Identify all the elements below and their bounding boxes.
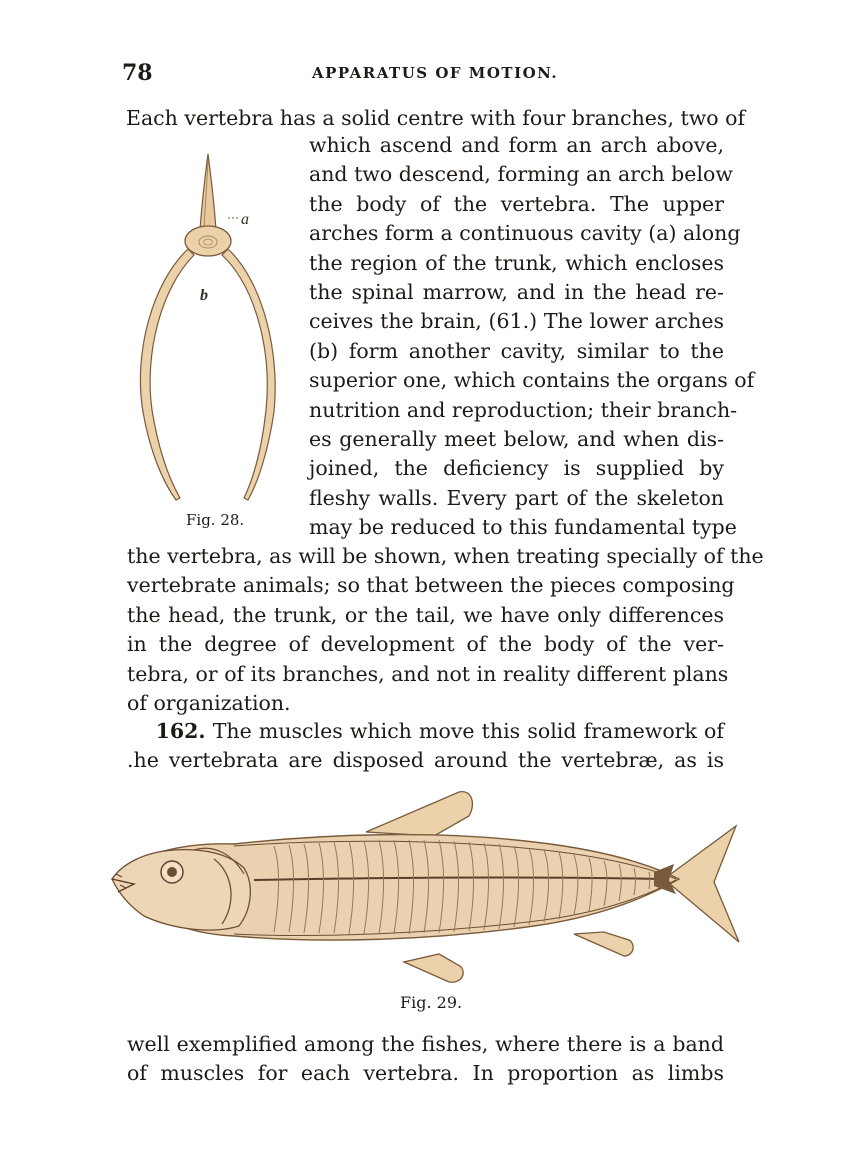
text-line: the spinal marrow, and in the head re- xyxy=(309,280,724,305)
vertebra-label-a: a xyxy=(241,211,249,228)
figure-caption: Fig. 29. xyxy=(400,993,463,1012)
fish-skeleton-figure xyxy=(104,784,744,989)
text-line: of muscles for each vertebra. In proportion as limbs xyxy=(127,1061,724,1086)
paragraph-162 xyxy=(127,717,724,776)
text-line: joined, the deficiency is supplied by xyxy=(309,456,724,481)
text-line: ceives the brain, (61.) The lower arches xyxy=(309,309,724,334)
text-line: tebra, or of its branches, and not in reality different plans xyxy=(127,661,729,686)
text-line: es generally meet below, and when dis- xyxy=(309,427,724,452)
text-line: the body of the vertebra. The upper xyxy=(309,191,724,216)
running-head: APPARATUS OF MOTION. xyxy=(312,64,559,82)
text-block xyxy=(127,1030,724,1089)
vertebra-label-b: b xyxy=(200,287,208,304)
text-line: well exemplified among the fishes, where there is a band xyxy=(127,1032,724,1056)
text-line xyxy=(127,717,724,746)
text-line: the vertebra, as will be shown, when treating specially of the xyxy=(127,544,764,568)
text-line: vertebrate animals; so that between the pieces composing xyxy=(127,573,735,598)
page-header xyxy=(122,60,722,90)
text-fragment: The muscles which move this solid framework of xyxy=(205,719,724,743)
text-line: nutrition and reproduction; their branch- xyxy=(309,397,738,422)
figure-caption: Fig. 28. xyxy=(186,511,245,529)
text-line: may be reduced to this fundamental type xyxy=(309,515,737,540)
text-line: in the degree of development of the body of the ver- xyxy=(127,632,724,657)
text-line: which ascend and form an arch above, xyxy=(309,133,724,157)
vertebra-figure xyxy=(128,152,298,512)
text-line: superior one, which contains the organs of xyxy=(309,368,755,393)
text-line: and two descend, forming an arch below xyxy=(309,162,733,187)
text-line: of organization. xyxy=(127,691,291,716)
paragraph-number: 162. xyxy=(155,719,206,743)
text-wrap-block xyxy=(309,131,755,543)
text-line: .he vertebrata are disposed around the vertebræ, as is xyxy=(127,748,724,773)
text-line: fleshy walls. Every part of the skeleton xyxy=(309,485,724,510)
text-line: the region of the trunk, which encloses xyxy=(309,250,724,275)
page-number: 78 xyxy=(122,60,153,86)
text-line: (b) form another cavity, similar to the xyxy=(309,338,724,363)
text-line-first: Each vertebra has a solid centre with four branches, two of xyxy=(126,106,746,130)
text-block xyxy=(127,542,764,718)
text-line: arches form a continuous cavity (a) along xyxy=(309,221,741,246)
text-line: the head, the trunk, or the tail, we have only differences xyxy=(127,602,724,627)
